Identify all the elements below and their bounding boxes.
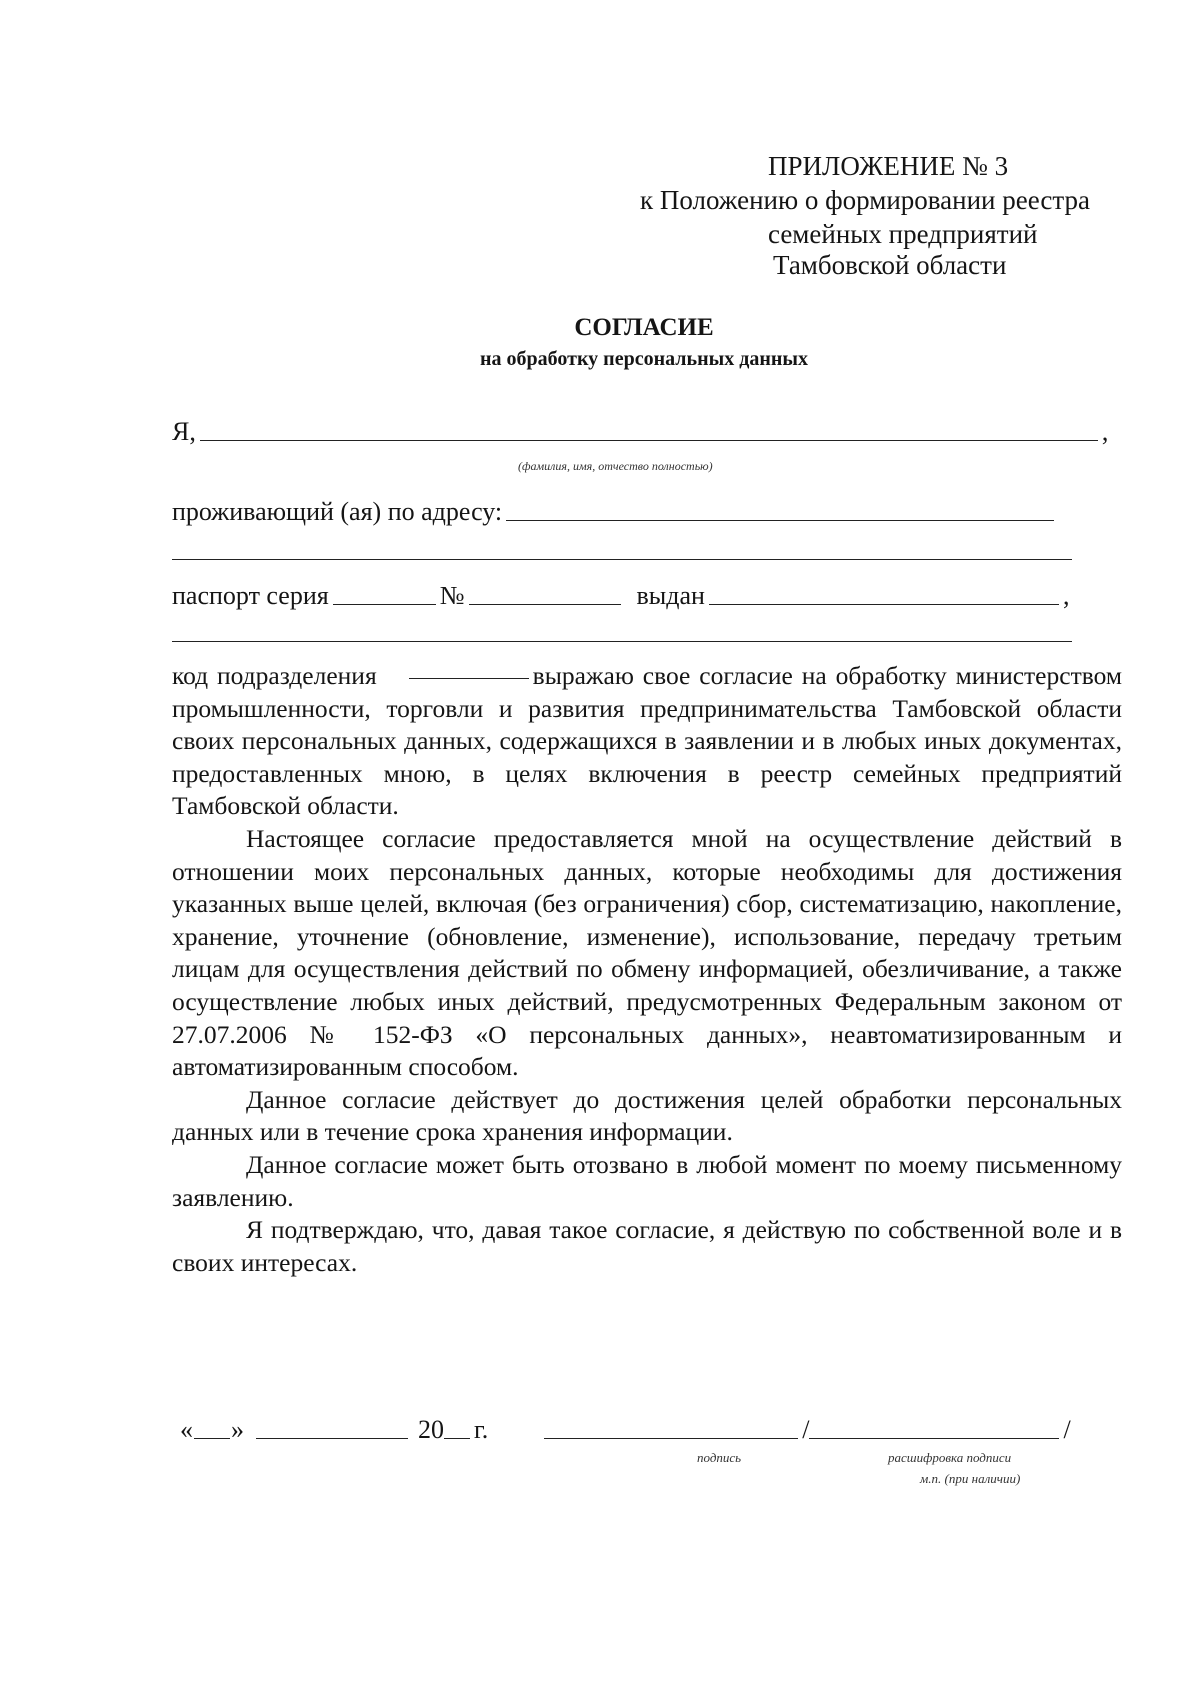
signature-slash: / (802, 1415, 810, 1444)
name-prefix: Я, (172, 417, 196, 446)
consent-body (172, 660, 1122, 1279)
consent-paragraph-3: Данное согласие действует до достижения целей обработки персональных данных или в течение срока хранения информации. (172, 1084, 1122, 1147)
consent-paragraph-5: Я подтверждаю, что, давая такое согласие, я действую по собственной воле и в своих интересах. (172, 1215, 1122, 1277)
name-row (172, 417, 1108, 447)
annex-title: ПРИЛОЖЕНИЕ № 3 (768, 151, 1009, 181)
date-quote-close: » (231, 1415, 244, 1444)
annex-line-1: к Положению о формировании реестра (640, 185, 1090, 215)
date-month-field[interactable] (256, 1437, 408, 1439)
issued-label: выдан (636, 581, 705, 610)
date-quote-open: « (180, 1415, 193, 1444)
consent-paragraph-1 (172, 660, 1122, 823)
passport-row (172, 581, 1069, 611)
signature-decoding-caption: расшифровка подписи (888, 1450, 1012, 1465)
name-suffix: , (1101, 417, 1109, 446)
date-year-prefix: 20 (418, 1415, 444, 1444)
full-name-caption: (фамилия, имя, отчество полностью) (518, 459, 713, 473)
address-label: проживающий (ая) по адресу: (172, 497, 503, 526)
issued-by-field[interactable] (709, 603, 1059, 605)
signature-caption: подпись (697, 1450, 742, 1465)
signature-slash-end: / (1063, 1415, 1071, 1444)
date-year-suffix: г. (474, 1415, 489, 1444)
signature-decoding-field[interactable] (809, 1437, 1059, 1439)
passport-number-field[interactable] (469, 603, 621, 605)
passport-number-label: № (439, 581, 465, 610)
date-day-field[interactable] (194, 1437, 230, 1439)
address-row (172, 497, 1058, 527)
date-year-field[interactable] (444, 1437, 470, 1439)
issued-suffix: , (1062, 581, 1070, 610)
passport-series-label: паспорт серия (172, 581, 329, 610)
passport-series-field[interactable] (333, 603, 436, 605)
consent-paragraph-1-text: выражаю свое согласие на обработку министерством промышленности, торговли и развития предпринимательства Тамбовской области своих персональных данных, содержащихся в заявлении и в любых иных документах, предоставленных мною, в целях включения в реестр семейных предприятий Тамбовской области. (172, 661, 1122, 821)
division-code-label: код подразделения (172, 661, 377, 690)
signature-row (180, 1415, 1071, 1445)
issued-by-field-line-2[interactable] (172, 641, 1072, 642)
consent-paragraph-2: Настоящее согласие предоставляется мной на осуществление действий в отношении моих персональных данных, которые необходимы для достижения указанных выше целей, включая (без ограничения) сбор, систематизацию, накопление, хранение, уточнение (обновление, изменение), использование, передачу третьим лицам для осуществления действий по обмену информацией, обезличивание, а также осуществление любых иных действий, предусмотренных Федеральным законом от 27.07.2006 № 152-ФЗ «О персональных данных», неавтоматизированным и автоматизированным способом. (172, 823, 1122, 1082)
annex-line-2: семейных предприятий (768, 219, 1038, 249)
division-code-field[interactable] (409, 677, 529, 679)
signature-field[interactable] (544, 1437, 798, 1439)
annex-line-3: Тамбовской области (773, 250, 1007, 280)
stamp-caption: м.п. (при наличии) (920, 1471, 1021, 1486)
address-field-line-2[interactable] (172, 559, 1072, 560)
address-field[interactable] (506, 519, 1054, 521)
full-name-field[interactable] (200, 439, 1098, 441)
document-title: СОГЛАСИЕ (574, 314, 714, 341)
document-subtitle: на обработку персональных данных (480, 348, 808, 370)
consent-paragraph-4: Данное согласие может быть отозвано в любой момент по моему письменному заявлению. (172, 1149, 1122, 1212)
